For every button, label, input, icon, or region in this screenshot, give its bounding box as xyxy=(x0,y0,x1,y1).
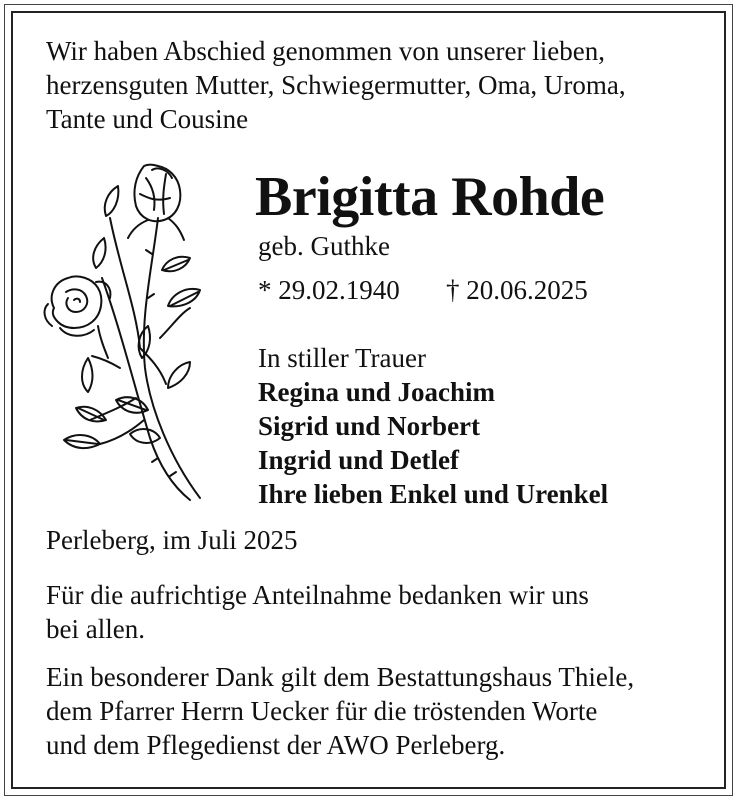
intro-line: Tante und Cousine xyxy=(46,104,249,134)
deceased-name: Brigitta Rohde xyxy=(255,166,605,228)
life-dates xyxy=(258,273,588,307)
special-thanks-line: und dem Pflegedienst der AWO Perleberg. xyxy=(46,730,506,760)
thanks-text xyxy=(46,578,589,646)
thanks-line: Für die aufrichtige Anteilnahme bedanken wir uns xyxy=(46,580,589,610)
intro-text xyxy=(46,34,626,136)
maiden-name: geb. Guthke xyxy=(258,231,390,261)
special-thanks-line: dem Pfarrer Herrn Uecker für die tröstenden Worte xyxy=(46,696,598,726)
special-thanks-text xyxy=(46,660,634,762)
death-date: † 20.06.2025 xyxy=(446,275,588,305)
mourner-name: Ihre lieben Enkel und Urenkel xyxy=(258,479,609,509)
birth-date: * 29.02.1940 xyxy=(258,275,400,305)
mourning-heading: In stiller Trauer xyxy=(258,343,426,373)
place-date: Perleberg, im Juli 2025 xyxy=(46,525,298,555)
thanks-line: bei allen. xyxy=(46,614,145,644)
intro-line: herzensguten Mutter, Schwiegermutter, Oma, Uroma, xyxy=(46,70,626,100)
mourners-block xyxy=(258,341,608,511)
intro-line: Wir haben Abschied genommen von unserer lieben, xyxy=(46,36,605,66)
mourner-name: Regina und Joachim xyxy=(258,377,496,407)
mourner-name: Ingrid und Detlef xyxy=(258,445,460,475)
rose-drawing-icon xyxy=(40,158,220,503)
special-thanks-line: Ein besonderer Dank gilt dem Bestattungshaus Thiele, xyxy=(46,662,635,692)
mourner-name: Sigrid und Norbert xyxy=(258,411,481,441)
